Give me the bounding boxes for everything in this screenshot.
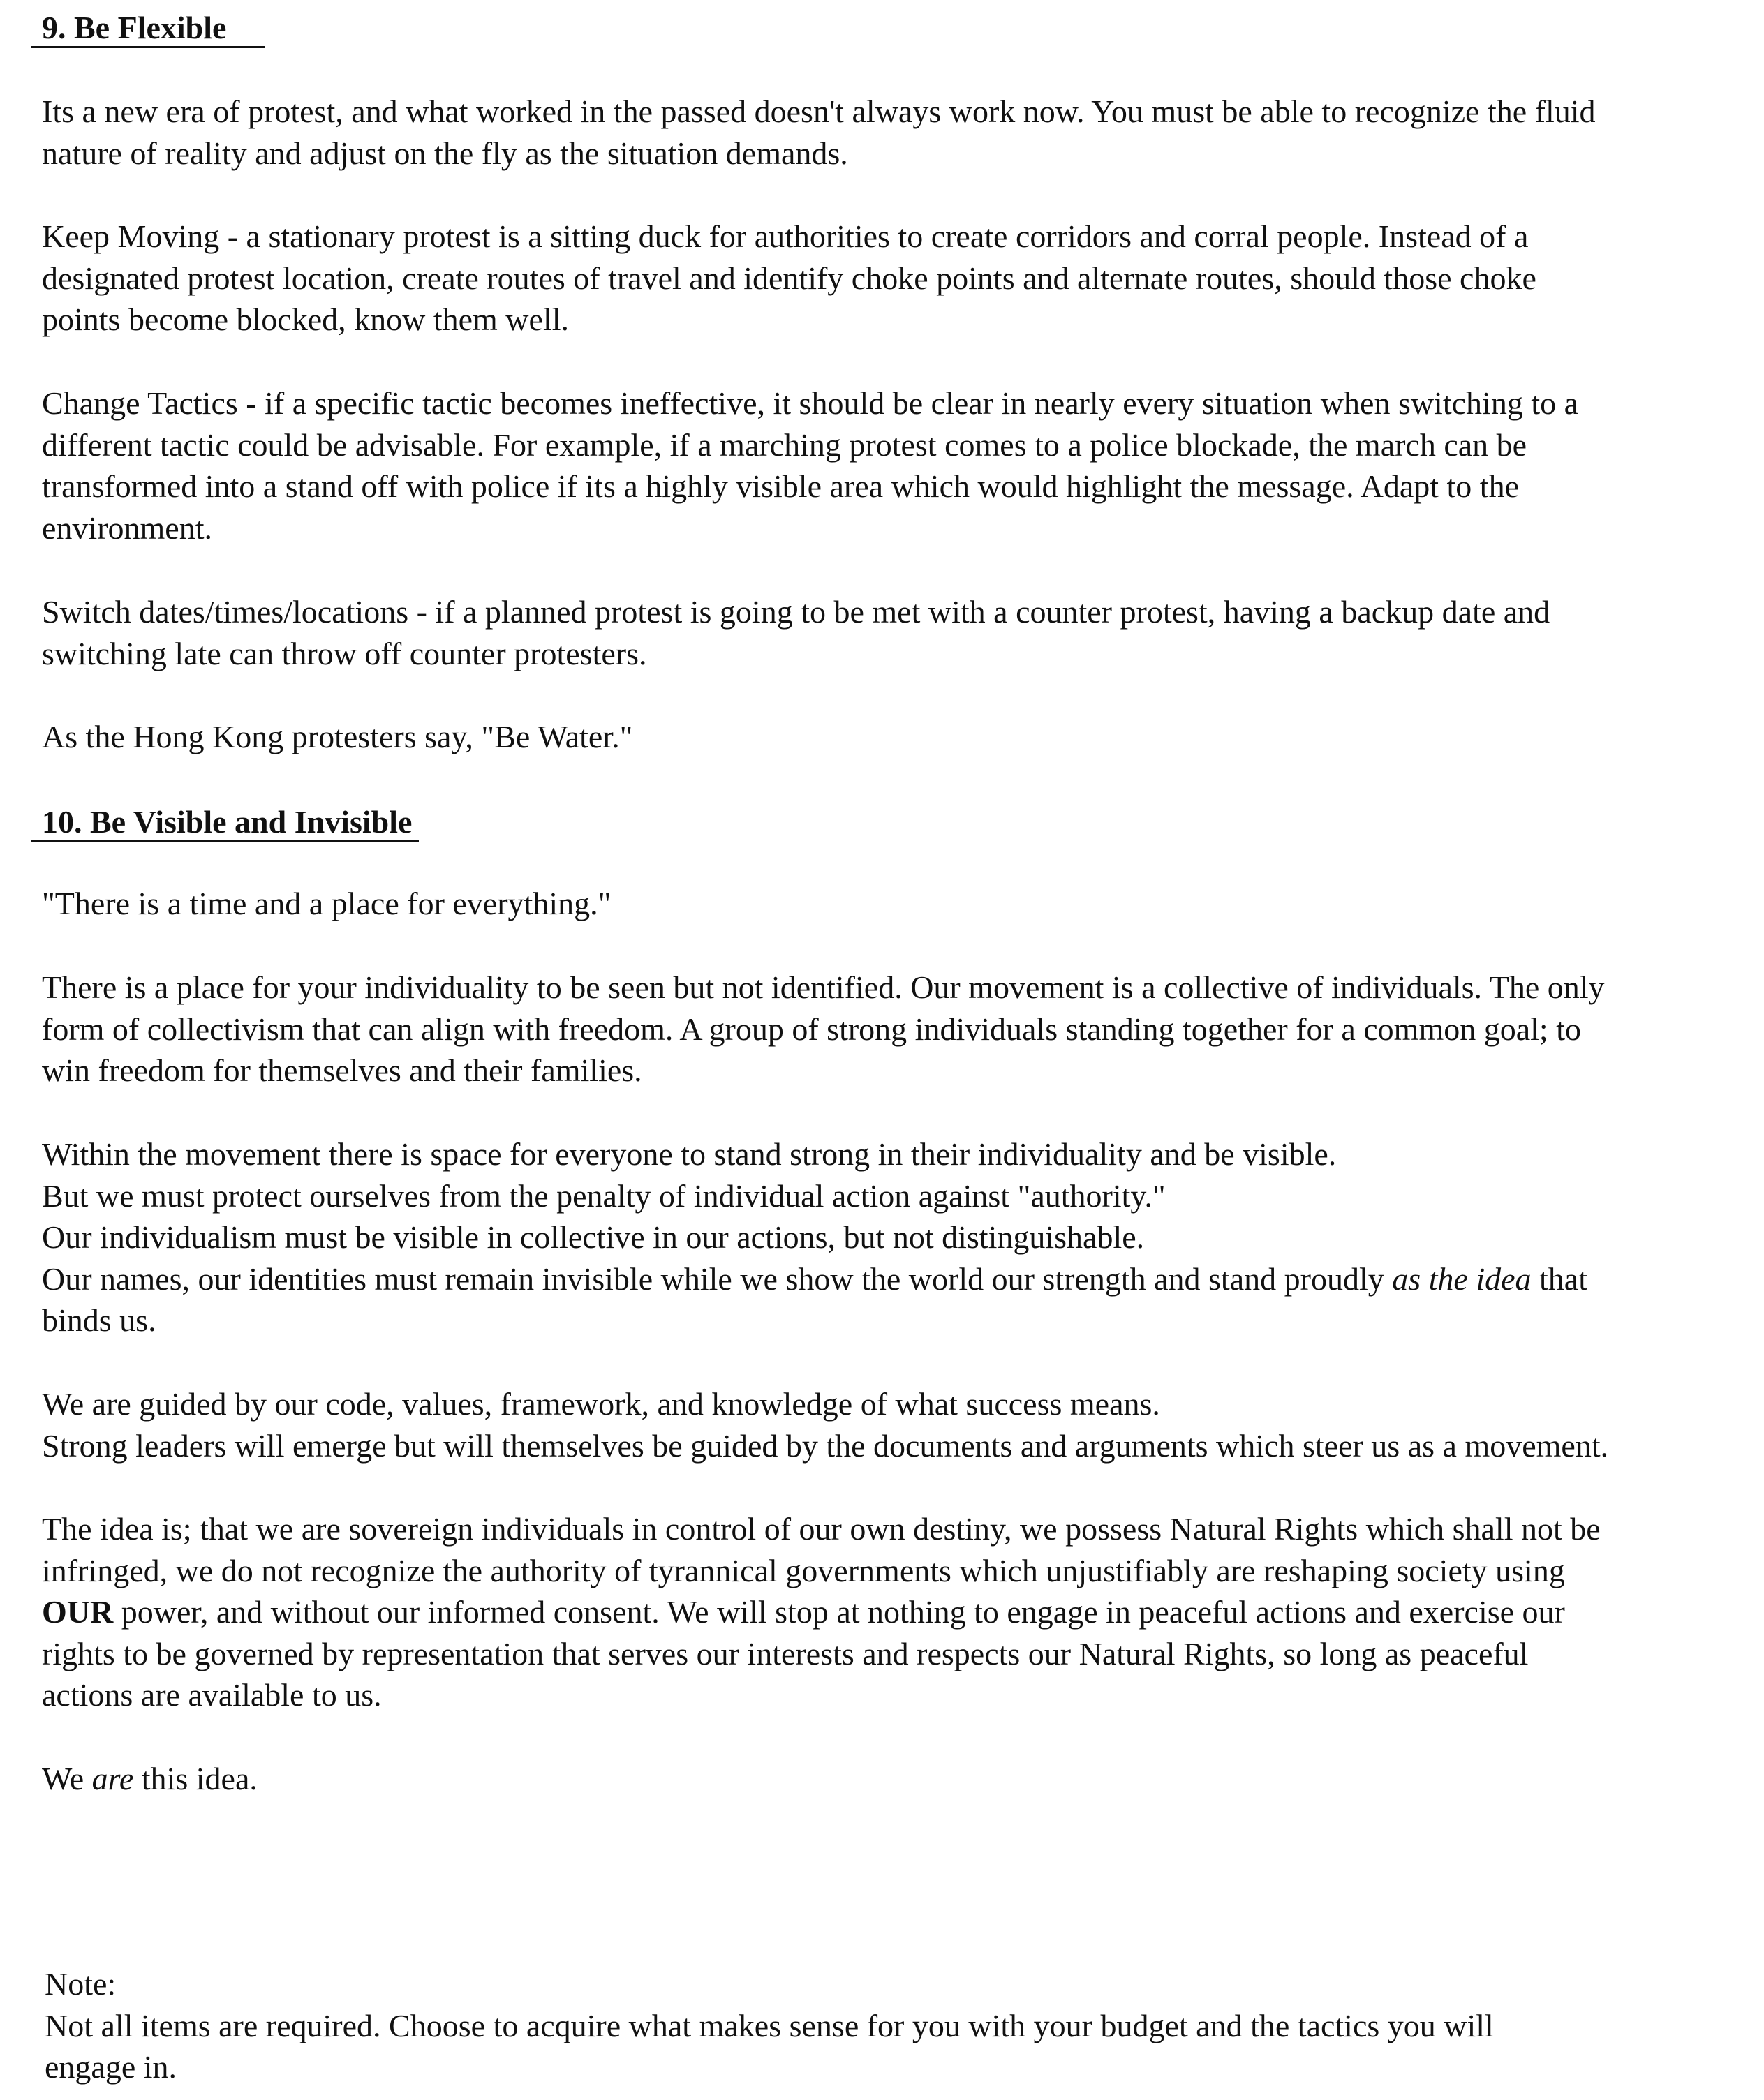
bold-word: OUR xyxy=(42,1594,114,1630)
guided-paragraph xyxy=(42,1383,1731,1466)
text-line xyxy=(42,1758,1731,1800)
note-label: Note: xyxy=(45,1966,117,2002)
text-run: that xyxy=(1531,1260,1588,1297)
text-line: designated protest location, create routes of travel and identify choke points and alternate routes, should those choke xyxy=(42,260,1536,296)
text-line: Change Tactics - if a specific tactic becomes ineffective, it should be clear in nearly every situation when switching to a xyxy=(42,385,1579,421)
text-line xyxy=(42,1258,1731,1300)
text-line: The idea is; that we are sovereign individuals in control of our own destiny, we possess Natural Rights which shall not be xyxy=(42,1511,1601,1547)
text-line: environment. xyxy=(42,509,212,546)
text-line: Keep Moving - a stationary protest is a sitting duck for authorities to create corridors and corral people. Instead of a xyxy=(42,218,1529,254)
note-block xyxy=(45,1963,1734,2088)
text-line: different tactic could be advisable. For example, if a marching protest comes to a police blockade, the march can be xyxy=(42,426,1527,463)
individuality-paragraph xyxy=(42,967,1731,1092)
text-line: binds us. xyxy=(42,1302,156,1339)
text-line: Our individualism must be visible in collective in our actions, but not distinguishable. xyxy=(42,1219,1145,1256)
text-line: Strong leaders will emerge but will themselves be guided by the documents and arguments which steer us as a movement. xyxy=(42,1427,1609,1464)
section-9-heading-underline xyxy=(31,46,265,48)
the-idea-paragraph xyxy=(42,1508,1731,1716)
text-run: power, and without our informed consent. We will stop at nothing to engage in peaceful actions and exercise our xyxy=(113,1594,1565,1630)
we-are-this-idea xyxy=(42,1758,1731,1800)
text-line: But we must protect ourselves from the penalty of individual action against "authority." xyxy=(42,1177,1166,1214)
text-line: win freedom for themselves and their families. xyxy=(42,1052,642,1089)
change-tactics-paragraph xyxy=(42,382,1731,549)
text-line: As the Hong Kong protesters say, "Be Water." xyxy=(42,719,633,754)
section-10-heading: 10. Be Visible and Invisible xyxy=(42,804,413,840)
italic-phrase: as the idea xyxy=(1392,1260,1532,1297)
text-line: infringed, we do not recognize the authority of tyrannical governments which unjustifiably are reshaping society using xyxy=(42,1552,1565,1588)
text-line: "There is a time and a place for everything." xyxy=(42,886,612,921)
be-water-quote xyxy=(42,716,1731,758)
italic-word: are xyxy=(91,1761,134,1796)
text-line xyxy=(42,1591,1731,1633)
section-10-heading-underline xyxy=(31,840,419,842)
text-line: Its a new era of protest, and what worked in the passed doesn't always work now. You must be able to recognize the fluid xyxy=(42,94,1596,129)
text-line: form of collectivism that can align with freedom. A group of strong individuals standing together for a common goal; to xyxy=(42,1011,1581,1047)
text-line: Within the movement there is space for everyone to stand strong in their individuality and be visible. xyxy=(42,1136,1337,1172)
text-line: rights to be governed by representation that serves our interests and respects our Natural Rights, so long as peaceful xyxy=(42,1635,1529,1671)
switch-dates-paragraph xyxy=(42,591,1731,674)
text-line: actions are available to us. xyxy=(42,1677,382,1713)
keep-moving-paragraph xyxy=(42,216,1731,341)
text-line: engage in. xyxy=(45,2049,177,2085)
time-and-place-quote xyxy=(42,883,1731,925)
section-9-intro-paragraph xyxy=(42,91,1731,174)
text-run: this idea. xyxy=(133,1761,258,1796)
text-line: Switch dates/times/locations - if a planned protest is going to be met with a counter protest, having a backup date and xyxy=(42,594,1550,630)
text-line: We are guided by our code, values, framework, and knowledge of what success means. xyxy=(42,1386,1160,1422)
text-run: Our names, our identities must remain invisible while we show the world our strength and stand proudly xyxy=(42,1260,1393,1297)
text-line: transformed into a stand off with police if its a highly visible area which would highlight the message. Adapt to the xyxy=(42,468,1519,505)
text-line: switching late can throw off counter protesters. xyxy=(42,635,647,671)
section-9-heading: 9. Be Flexible xyxy=(42,10,227,45)
text-line: nature of reality and adjust on the fly as the situation demands. xyxy=(42,135,848,171)
text-line: Not all items are required. Choose to acquire what makes sense for you with your budget and the tactics you will xyxy=(45,2007,1494,2043)
within-movement-paragraph xyxy=(42,1133,1731,1341)
text-line: points become blocked, know them well. xyxy=(42,301,570,338)
text-run: We xyxy=(42,1761,92,1796)
text-line: There is a place for your individuality to be seen but not identified. Our movement is a collective of individuals. The only xyxy=(42,969,1605,1005)
